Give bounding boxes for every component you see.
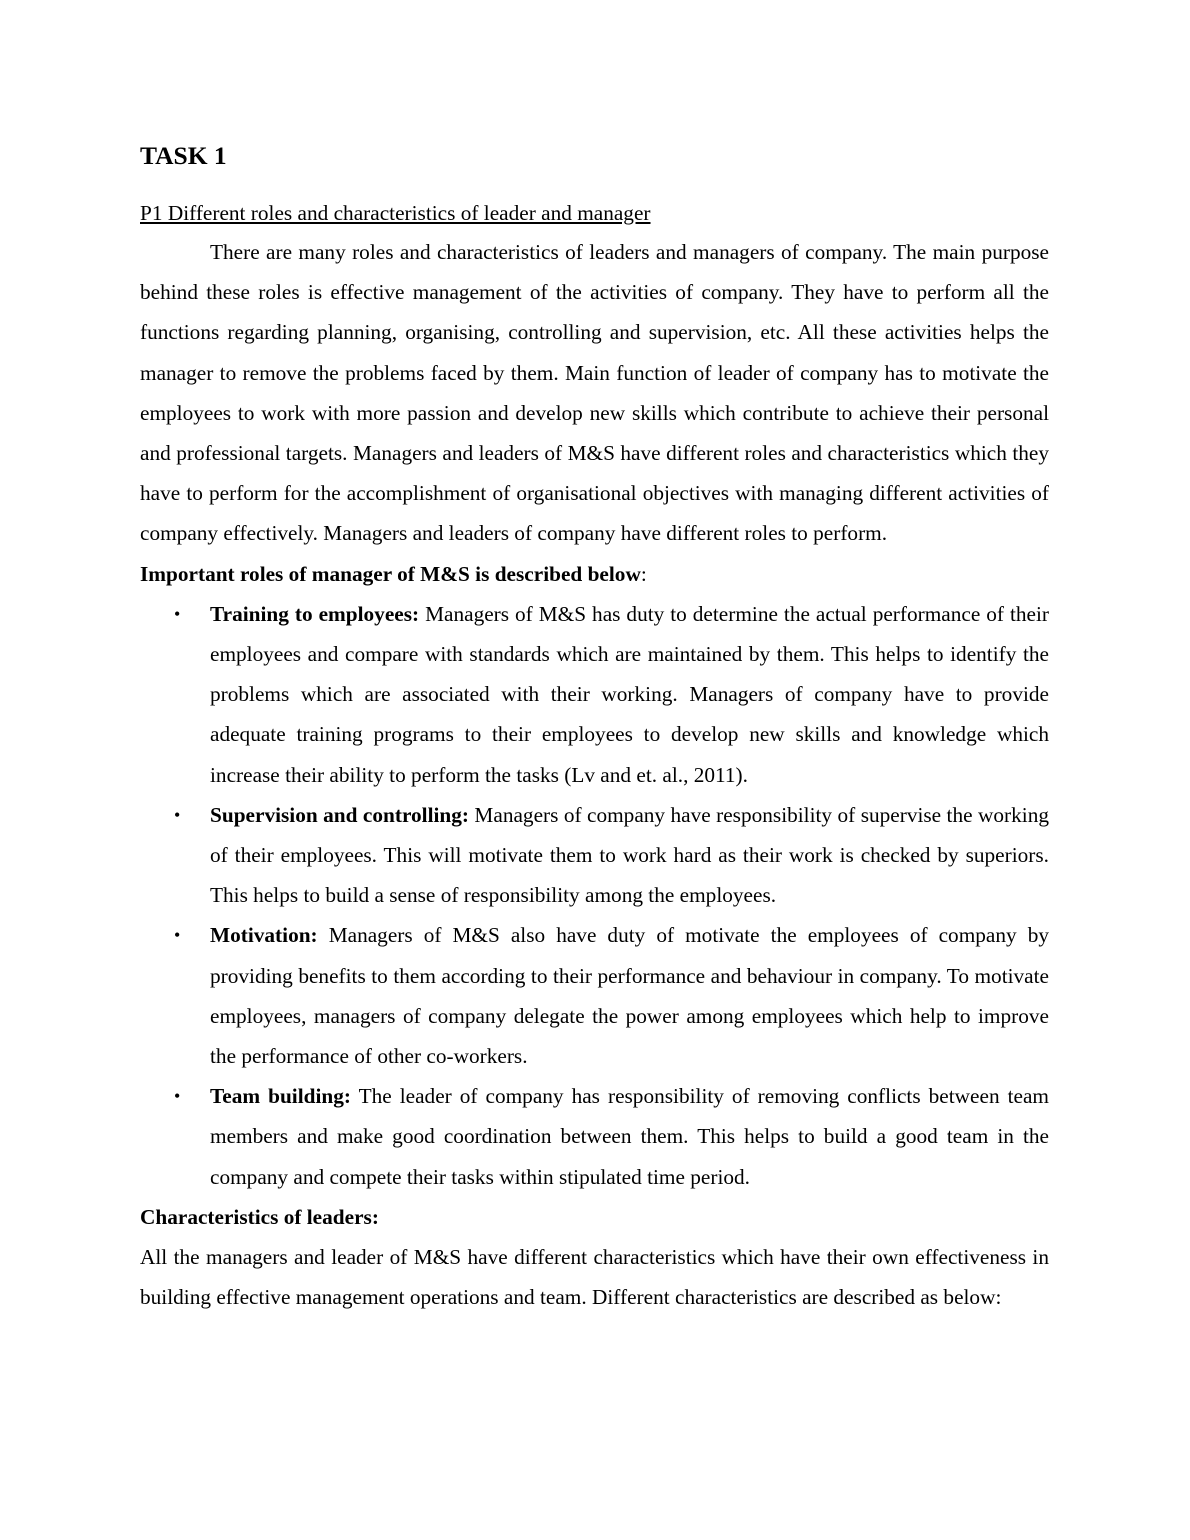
- roles-heading-text: Important roles of manager of M&S is described below: [140, 561, 641, 586]
- role-title: Motivation:: [210, 923, 318, 948]
- bullet-icon: •: [174, 603, 181, 624]
- role-title: Team building:: [210, 1084, 351, 1109]
- roles-list: [140, 594, 1049, 1197]
- role-text: Managers of M&S also have duty of motivate the employees of company by providing benefits to them according to their performance and behaviour in company. To motivate employees, managers of company delegate the power among employees which help to improve the performance of other co-workers.: [210, 923, 1049, 1069]
- characteristics-heading: Characteristics of leaders:: [140, 1204, 379, 1229]
- list-item: [140, 594, 1049, 795]
- roles-heading-colon: :: [640, 561, 647, 586]
- role-text: The leader of company has responsibility of removing conflicts between team members and make good coordination between them. This helps to build a good team in the company and compete their tasks within stipulated time period.: [210, 1084, 1049, 1189]
- list-item: [140, 1076, 1049, 1197]
- role-text: Managers of M&S has duty to determine the actual performance of their employees and compare with standards which are maintained by them. This helps to identify the problems which are associated with their working. Managers of company have to provide adequate training programs to their employees to develop new skills and knowledge which increase their ability to perform the tasks (Lv and et. al., 2011).: [210, 601, 1049, 787]
- bullet-icon: •: [174, 1086, 181, 1107]
- role-title: Training to employees:: [210, 601, 420, 626]
- section-subheading: P1 Different roles and characteristics of leader and manager: [140, 201, 651, 225]
- list-item: [140, 795, 1049, 916]
- list-item: [140, 915, 1049, 1076]
- characteristics-paragraph: All the managers and leader of M&S have different characteristics which have their own effectiveness in building effective management operations and team. Different characteristics are described as below:: [140, 1245, 1049, 1310]
- document-page: [140, 140, 1049, 1317]
- task-heading: TASK 1: [140, 141, 227, 170]
- role-title: Supervision and controlling:: [210, 802, 469, 827]
- intro-paragraph: There are many roles and characteristics of leaders and managers of company. The main purpose behind these roles is effective management of the activities of company. They have to perform all the functions regarding planning, organising, controlling and supervision, etc. All these activities helps the manager to remove the problems faced by them. Main function of leader of company has to motivate the employees to work with more passion and develop new skills which contribute to achieve their personal and professional targets. Managers and leaders of M&S have different roles and characteristics which they have to perform for the accomplishment of organisational objectives with managing different activities of company effectively. Managers and leaders of company have different roles to perform.: [140, 240, 1049, 546]
- roles-heading: [140, 554, 1049, 594]
- bullet-icon: •: [174, 804, 181, 825]
- role-text: Managers of company have responsibility of supervise the working of their employees. This will motivate them to work hard as their work is checked by superiors. This helps to build a sense of responsibility among the employees.: [210, 802, 1049, 908]
- bullet-icon: •: [174, 925, 181, 946]
